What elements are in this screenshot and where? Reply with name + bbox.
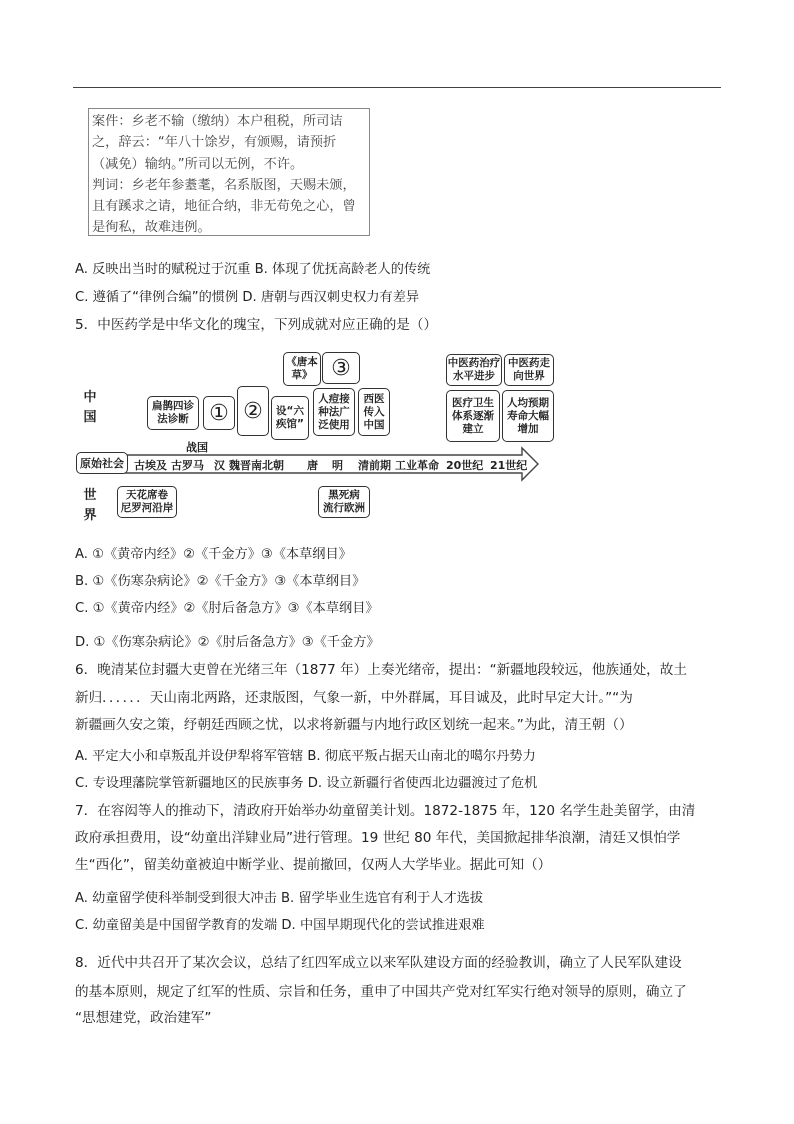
box-health-system: 医疗卫生 体系逐渐 建立 (446, 390, 500, 442)
case-line: （减免）输纳。”所司以无例，不许。 (92, 156, 304, 172)
q6-option-ab: A. 平定大小和卓叛乱并设伊犁将军管辖 B. 彻底平叛占据天山南北的噶尔丹势力 (75, 749, 536, 764)
q8-stem-line: 的基本原则，规定了红军的性质、宗旨和任务，重申了中国共产党对红军实行绝对领导的原则，确立了 (75, 984, 687, 1000)
q5-option-d: D. ①《伤寒杂病论》②《肘后备急方》③《千金方》 (75, 635, 380, 650)
era-21st-century: 21世纪 (490, 459, 528, 472)
timeline-world-label: 世 界 (83, 488, 97, 523)
box-tcm-world: 中医药走 向世界 (504, 354, 554, 386)
q6-stem-line: 新疆画久安之策，纾朝廷西顾之忧，以求将新疆与内地行政区划统一起来。”为此，清王朝（） (75, 717, 633, 733)
case-line: 且有蹊求之请，地征合纳，非无苟免之心，曾 (92, 199, 356, 215)
case-line: 是徇私，故难违例。 (92, 220, 211, 236)
box-smallpox-inoculation: 人痘接 种法广 泛使用 (313, 388, 355, 436)
era-tang: 唐 (307, 459, 318, 472)
case-excerpt-box (88, 108, 370, 236)
era-industrial-revolution: 工业革命 (395, 459, 439, 472)
box-blank-2: ② (237, 386, 269, 436)
box-life-expectancy: 人均预期 寿命大幅 增加 (502, 390, 554, 442)
q7-option-ab: A. 幼童留学使科举制受到很大冲击 B. 留学毕业生选官有利于人才选拔 (75, 891, 484, 906)
box-western-medicine: 西医 传入 中国 (358, 388, 390, 436)
era-ancient-rome: 古罗马 (171, 459, 204, 472)
q7-stem-line: 生“西化”，留美幼童被迫中断学业、提前撤回，仅两人大学毕业。据此可知（） (75, 857, 552, 873)
box-blank-3: ③ (322, 352, 360, 384)
era-han: 汉 (214, 459, 225, 472)
q6-option-cd: C. 专设理藩院掌管新疆地区的民族事务 D. 设立新疆行省使西北边疆渡过了危机 (75, 776, 538, 791)
q5-option-c: C. ①《黄帝内经》②《肘后备急方》③《本草纲目》 (75, 601, 379, 616)
q6-stem-line: 新归．．．．．．天山南北两路，还隶版图，气象一新，中外群属，耳目诚及，此时早定大计。”“为 (75, 690, 633, 706)
q8-stem-line: 8．近代中共召开了某次会议，总结了红四军成立以来军队建设方面的经验教训，确立了人民军队建设 (75, 955, 682, 971)
q7-stem-line: 政府承担费用，设“幼童出洋肄业局”进行管理。19 世纪 80 年代，美国掀起排华浪潮，清廷又惧怕学 (75, 830, 681, 846)
box-blank-1: ① (203, 396, 235, 430)
era-warring-states: 战国 (186, 441, 208, 454)
era-ancient-egypt: 古埃及 (134, 459, 167, 472)
case-line: 案件：乡老不输（缴纳）本户租税，所司诘 (92, 114, 343, 129)
timeline-china-label: 中 国 (83, 390, 97, 425)
box-tang-bencao: 《唐本 草》 (283, 352, 321, 386)
q5-option-a: A. ①《黄帝内经》②《千金方》③《本草纲目》 (75, 547, 352, 562)
era-primitive-society: 原始社会 (76, 452, 128, 474)
era-early-qing: 清前期 (358, 459, 391, 472)
q5-stem: 5．中医药学是中华文化的瑰宝，下列成就对应正确的是（） (75, 317, 438, 333)
header-rule (73, 87, 721, 88)
box-tcm-treatment-progress: 中医药治疗 水平进步 (446, 354, 502, 386)
case-line: 判词：乡老年参耋耄，名系版图，天赐未颁， (92, 177, 356, 193)
box-black-death: 黑死病 流行欧洲 (318, 486, 370, 518)
box-bianque-diagnosis: 扁鹊四诊 法诊断 (147, 396, 199, 430)
era-20th-century: 20世纪 (446, 459, 484, 472)
q5-option-b: B. ①《伤寒杂病论》②《千金方》③《本草纲目》 (75, 574, 366, 589)
q7-stem-line: 7．在容闳等人的推动下，清政府开始举办幼童留美计划。1872-1875 年，120 名学生赴美留学，由清 (75, 803, 696, 819)
q6-stem-line: 6．晚清某位封疆大吏曾在光绪三年（1877 年）上奏光绪帝，提出：“新疆地段较远，他族通处，故土 (75, 662, 687, 678)
q4-option-ab: A. 反映出当时的赋税过于沉重 B. 体现了优抚高龄老人的传统 (75, 262, 431, 277)
q8-stem-line: “思想建党，政治建军” (75, 1010, 212, 1026)
era-wei-jin: 魏晋南北朝 (229, 459, 284, 472)
era-ming: 明 (332, 459, 343, 472)
box-smallpox-nile: 天花席卷 尼罗河沿岸 (117, 486, 177, 518)
case-line: 之，辞云：“年八十馀岁，有颁赐，请预折 (92, 135, 337, 151)
box-liuji-hall: 设“六 疾馆” (271, 396, 309, 440)
q7-option-cd: C. 幼童留美是中国留学教育的发端 D. 中国早期现代化的尝试推进艰难 (75, 918, 485, 933)
q4-option-cd: C. 遵循了“律例合编”的惯例 D. 唐朝与西汉刺史权力有差异 (75, 290, 420, 305)
